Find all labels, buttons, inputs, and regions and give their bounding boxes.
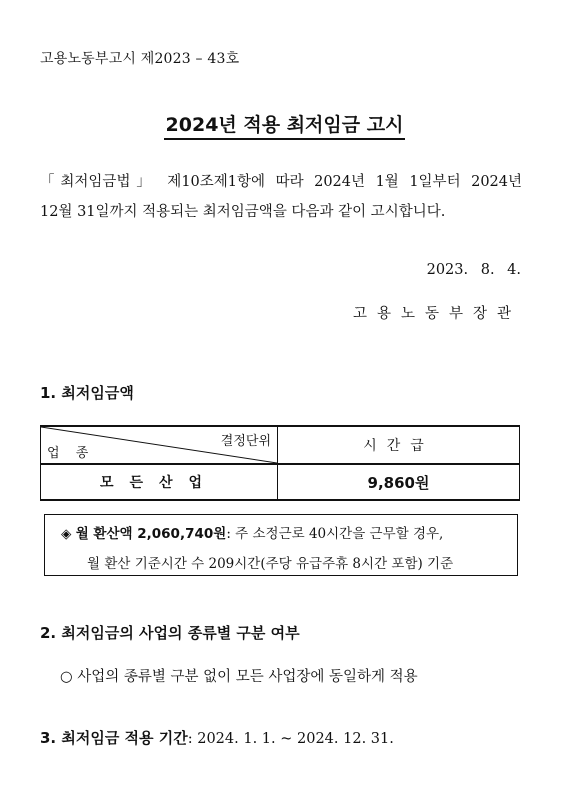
industry-cell [41,464,278,500]
diamond-bullet-icon: ◈ [61,526,72,542]
body-word: 2024년 [471,174,523,190]
diagonal-header-cell [41,426,278,464]
minimum-wage-table [40,425,520,501]
body-word: 1월 [375,174,399,190]
note-bold-text: 월 환산액 2,060,740원 [75,526,227,542]
body-line-2: 12월 31일까지 적용되는 최저임금액을 다음과 같이 고시합니다. [40,204,446,220]
section-2-bullet-text: 사업의 종류별 구분 없이 모든 사업장에 동일하게 적용 [77,669,418,685]
table-row [41,464,520,500]
section-1-heading: 1. 최저임금액 [40,384,134,402]
header-industry-label: 업 종 [47,446,95,461]
section-3-period: : 2024. 1. 1. ~ 2024. 12. 31. [187,731,394,747]
section-2-heading: 2. 최저임금의 사업의 종류별 구분 여부 [40,624,300,642]
body-line-1 [40,172,522,192]
document-title-text: 2024년 적용 최저임금 고시 [164,114,406,140]
body-word: 1일부터 [409,174,461,190]
table-header-row [41,426,520,464]
body-word: 따라 [275,174,304,190]
notice-date: 2023. 8. 4. [426,262,521,278]
header-hourly-label: 시간급 [363,438,434,454]
header-hourly-cell [278,426,520,464]
industry-value: 모든산업 [99,475,219,491]
document-title [0,110,569,137]
ministry-signature: 고용노동부장관 [352,306,521,322]
body-word: 「최저임금법」 제10조제1항에 [40,174,266,190]
note-line-1-rest: : 주 소정근로 40시간을 근무할 경우, [226,526,444,542]
header-unit-label: 결정단위 [220,434,271,449]
wage-cell [278,464,520,500]
section-2-bullet [60,665,418,686]
circle-bullet-icon: ○ [60,669,73,685]
section-3-heading [40,727,394,748]
section-3-heading-text: 3. 최저임금 적용 기간 [40,729,188,747]
notice-number: 고용노동부고시 제2023 – 43호 [40,51,240,67]
monthly-conversion-note [44,514,518,576]
note-line-1 [61,522,515,542]
body-word: 2024년 [314,174,366,190]
hourly-wage-value: 9,860원 [367,473,430,492]
note-line-2: 월 환산 기준시간 수 209시간(주당 유급주휴 8시간 포함) 기준 [87,556,454,572]
